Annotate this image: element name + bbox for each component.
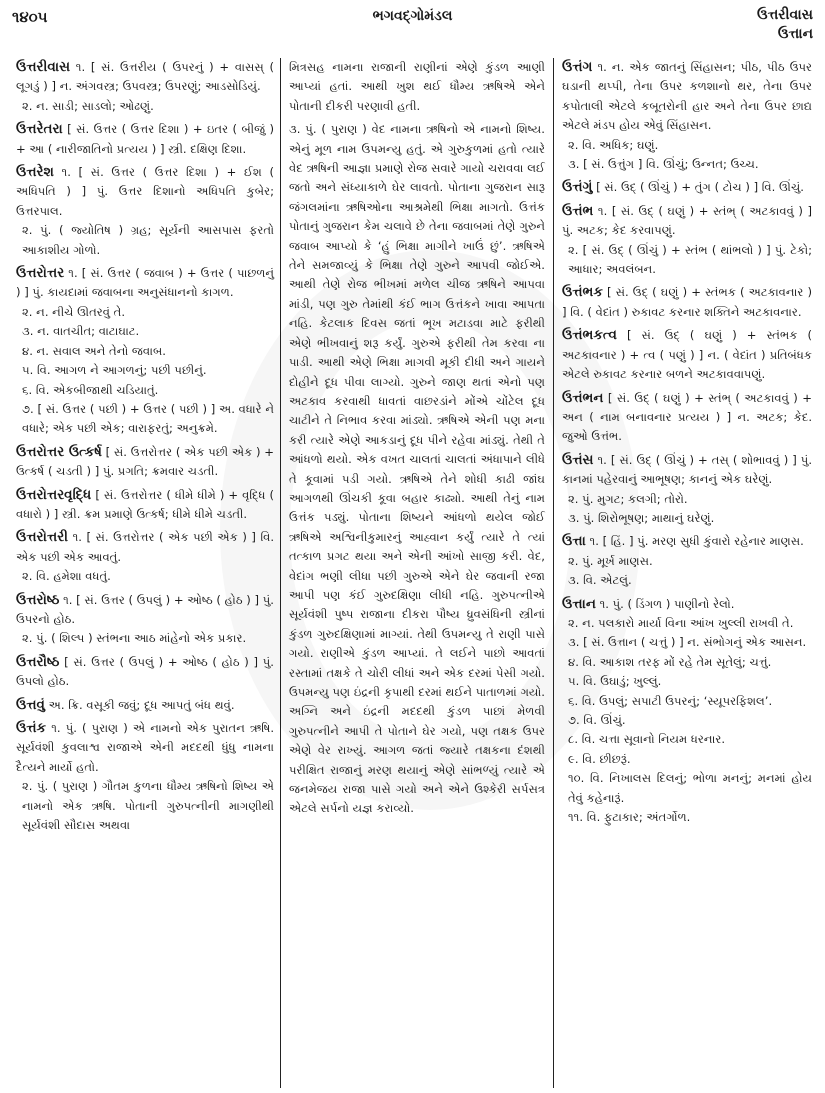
entry-definition: અ. ક્રિ. વસૂકી જવું; દૂધ આપતું બંધ થવું. <box>48 697 235 712</box>
entry-sense: ૨. [ સં. ઉદ્ ( ઊંચું ) + સ્તંભ ( થાંભલો ) ] પું. ટેકો; આધાર; અવલંબન. <box>568 242 812 277</box>
entry-headword: ઉત્તરોત્તર ઉત્કર્ષ <box>16 443 102 460</box>
column-middle <box>280 58 554 1088</box>
entry-continuation-paragraph: મિત્રસહ નામના રાજાની રાણીનાં એણે કુંડળ આણી આપ્યાં હતાં. આથી ખુશ થઈ ધૌમ્ય ઋષિએ એને પોતાની દીકરી પરણાવી હતી. <box>289 60 545 113</box>
entry-sense: ૫. વિ. આગળ ને આગળનું; પછી પછીનું. <box>22 363 207 378</box>
entry-definition: [ સં. ઉદ્ ( ઊંચું ) + તુંગ ( ટોચ ) ] વિ. ઊંચું. <box>596 180 804 195</box>
dictionary-columns <box>10 58 818 1088</box>
page-number: ૧૪૦૫ <box>12 8 48 26</box>
entry-sense: ૨. પું. ( શિલ્પ ) સ્તંભના આઠ માંહેનો એક પ્રકાર. <box>22 631 247 646</box>
column-left <box>10 58 280 1088</box>
entry-headword: ઉત્તરોષ્ઠ <box>16 591 60 608</box>
entry-definition: ૧. [ સં. ઉત્તર ( ઉત્તર દિશા ) + ઈશ ( અધિપતિ ) ] પું. ઉત્તર દિશાનો અધિપતિ કુબેર; ઉત્તરપાલ. <box>16 165 274 218</box>
entry-sense: ૯. વિ. છીછરૂં. <box>568 751 631 766</box>
entry-definition: ૧. [ સં. ઉત્તર ( ઉપલું ) + ઓષ્ઠ ( હોઠ ) ] પું. ઉપરનો હોઠ. <box>16 592 274 626</box>
entry-sense: ૩. [ સં. ઉત્તાન ( ચત્તું ) ] ન. સંભોગનું એક આસન. <box>568 635 807 650</box>
dictionary-entry <box>16 264 274 439</box>
entry-headword: ઉત્તંક <box>16 720 47 736</box>
entry-definition: ૧. [ સં. ઉત્તરોત્તર ( એક પછી એક ) ] વિ. એક પછી એક આવતું. <box>16 530 275 564</box>
entry-sense: ૧૦. વિ. નિખાલસ દિલનું; ભોળા મનનું; મનમાં હોય તેવું કહેનારૂં. <box>568 771 812 805</box>
entry-definition: ૧. પું. ( પુરાણ ) એ નામનો એક પુરાતન ઋષિ. સૂર્યવંશી કુવલાશ્વ રાજાએ એની મદદથી ધુંધુ નામના દૈત્યને માર્યો હતો. <box>16 721 275 774</box>
dictionary-entry <box>16 486 274 525</box>
entry-headword: ઉત્તરોત્તરવૃદ્ધિ <box>16 486 92 503</box>
entry-sense: ૮. વિ. ચત્તા સૂવાનો નિયમ ધરનાર. <box>568 732 726 747</box>
entry-headword: ઉત્તરૌષ્ઠ <box>16 653 60 670</box>
entry-headword: ઉત્તંભ <box>562 202 594 219</box>
dictionary-entry <box>16 696 274 715</box>
dictionary-entry <box>16 58 274 116</box>
entry-headword: ઉત્તંભકત્વ <box>562 327 617 344</box>
dictionary-entry <box>562 326 812 384</box>
dictionary-entry <box>562 451 812 529</box>
guide-word-first: ઉત્તરીવાસ <box>756 7 813 23</box>
dictionary-entry <box>16 528 274 586</box>
entry-headword: ઉત્તા <box>562 533 586 550</box>
entry-headword: ઉત્તાન <box>562 595 596 612</box>
entry-definition: ૧. [ સં. ઉત્તરીય ( ઉપરનું ) + વાસસ્ ( લૂગડું ) ] ન. અંગવસ્ત્ર; ઉપવસ્ત્ર; ઉપરણું; આડસોડિયું. <box>16 60 274 94</box>
dictionary-entry <box>562 283 812 322</box>
entry-definition: [ સં. ઉદ્ ( ઘણું ) + સ્તંભક ( અટકાવનાર ) ] વિ. ( વેદાંત ) રુકાવટ કરનાર શક્તિને અટકાવનાર. <box>562 285 813 319</box>
entry-sense: ૩. પું. શિરોભૂષણ; માથાનું ઘરેણું. <box>568 510 715 525</box>
entry-sense: ૫. વિ. ઉઘાડું; ખુલ્લું. <box>568 674 662 689</box>
guide-words <box>757 6 813 44</box>
dictionary-entry <box>16 591 274 649</box>
dictionary-entry <box>562 532 812 590</box>
entry-definition: ૧. ન. એક જાતનું સિંહાસન; પીઠ, પીઠ ઉપર ઘડાની થપ્પી, તેના ઉપર કળશાનો થર, તેના ઉપર કપોતાલી એટલે કબૂતરોની હાર અને તેના ઉપર છાદ્ય એટલે મંડપ હોય એવું સિંહાસન. <box>562 60 813 133</box>
entry-definition: [ સં. ઉદ્ ( ઘણું ) + સ્તંભ્ ( અટકાવવું ) + અન ( નામ બનાવનાર પ્રત્યય ) ] ન. અટક; કેદ. જુઓ ઉત્તંભ. <box>562 390 812 444</box>
book-title: ભગવદ્ગોમંડલ <box>372 8 453 24</box>
entry-headword: ઉત્તંભન <box>562 389 604 406</box>
entry-sense: ૪. વિ. આકાશ તરફ મોં રહે તેમ સૂતેલું; ચત્તું. <box>568 654 772 669</box>
entry-definition: [ સં. ઉત્તરોત્તર ( એક પછી એક ) + ઉત્કર્ષ ( ચડતી ) ] પું. પ્રગતિ; ક્રમવાર ચડતી. <box>16 444 275 479</box>
entry-headword: ઉત્તંગ <box>562 59 593 75</box>
dictionary-entry <box>562 178 812 197</box>
entry-sense: ૩. વિ. એટલું. <box>568 573 632 588</box>
entry-sense: ૨. પું. મૂર્ખ માણસ. <box>568 553 653 568</box>
entry-sense: ૨. વિ. અધિક; ઘણું. <box>568 137 659 152</box>
dictionary-entry <box>16 719 274 835</box>
entry-definition: ૧. [ સં. ઉદ્ ( ઊંચું ) + તસ્ ( શોભાવવું ) ] પું. કાનમાં પહેરવાનું આભૂષણ; કાનનું એક ઘરેણું. <box>562 452 813 487</box>
entry-definition: [ સં. ઉત્તરોત્તર ( ધીમે ધીમે ) + વૃદ્ધિ ( વધારો ) ] સ્ત્રી. ક્રમ પ્રમાણે ઉત્કર્ષ; ધીમે ધીમે ચડતી. <box>16 487 274 521</box>
entry-headword: ઉત્તવું <box>16 696 45 713</box>
entry-headword: ઉત્તરીવાસ <box>16 59 71 75</box>
entry-definition: [ સં. ઉત્તર ( ઉપલું ) + ઓષ્ઠ ( હોઠ ) ] પું. ઉપલો હોઠ. <box>16 654 274 689</box>
entry-sense: ૭. [ સં. ઉત્તર ( પછી ) + ઉત્તર ( પછી ) ] અ. વધારે ને વધારે; એક પછી એક; વારાફરતું; અનુક્રમે. <box>22 401 274 436</box>
dictionary-entry <box>16 443 274 482</box>
entry-sense: ૨. વિ. હમેશા વધતું. <box>22 569 111 584</box>
entry-headword: ઉત્તરેશ <box>16 164 54 181</box>
entry-definition: ૧. [ સં. ઉદ્ ( ઘણું ) + સ્તંભ્ ( અટકાવવું ) ] પું. અટક; કેદ કરવાપણું. <box>562 203 812 238</box>
entry-sense: ૨. ન. સાડી; સાડલો; ઓઢણું. <box>22 98 154 113</box>
entry-sense: ૪. ન. સવાલ અને તેનો જવાબ. <box>22 343 166 358</box>
page-header <box>0 0 825 52</box>
dictionary-entry <box>16 120 274 159</box>
entry-headword: ઉત્તંભક <box>562 284 603 301</box>
entry-sense: ૨. પું. મુગટ; કલગી; તોરો. <box>568 491 688 506</box>
entry-sense: ૧૧. વિ. ફુટાકાર; અંતર્ગોળ. <box>568 810 691 825</box>
dictionary-entry <box>562 595 812 828</box>
entry-sense: ૩. [ સં. ઉત્તુંગ ] વિ. ઊંચું; ઉન્નત; ઉચ્ચ. <box>568 157 759 172</box>
guide-word-last: ઉત્તાન <box>777 26 813 42</box>
dictionary-entry <box>562 58 812 174</box>
entry-headword: ઉત્તરેતરા <box>16 121 63 138</box>
entry-definition: ૧. પું. ( ડિંગળ ) પાણીનો રેલો. <box>599 596 735 611</box>
dictionary-entry <box>562 389 812 447</box>
entry-sense: ૭. વિ. ઊંચું. <box>568 713 626 727</box>
entry-sense: ૬. વિ. ઉપલું; સપાટી ઉપરનું; ‘સ્યૂપરફિશલ’. <box>568 693 773 708</box>
entry-headword: ઉત્તરોત્તરી <box>16 529 69 546</box>
entry-sense: ૨. પું. ( જ્યોતિષ ) ગ્રહ; સૂર્યની આસપાસ ફરતો આકાશીય ગોળો. <box>22 223 274 257</box>
entry-headword: ઉત્તંગું <box>562 179 593 196</box>
entry-definition: ૧. [ હિં. ] પું. મરણ સુધી કુંવારો રહેનાર માણસ. <box>589 534 804 549</box>
dictionary-entry <box>562 202 812 280</box>
entry-sense: ૬. વિ. એકબીજાથી ચડિયાતું. <box>22 382 159 397</box>
column-right <box>554 58 818 1088</box>
entry-headword: ઉત્તરોત્તર <box>16 265 65 282</box>
dictionary-entry <box>16 653 274 692</box>
entry-sense: ૨. ન. પલકારો માર્યા વિના આંખ ખુલ્લી રાખવી તે. <box>568 615 794 630</box>
entry-sense: ૨. પું. ( પુરાણ ) ગૌતમ કુળના ધૌમ્ય ઋષિનો શિષ્ય એ નામનો એક ઋષિ. પોતાની ગુરુપત્નીની માગણીથી સૂર્યવંશી સૌદાસ અથવા <box>22 779 274 833</box>
entry-sense: ૩. ન. વાતચીત; વાટાઘાટ. <box>22 324 140 339</box>
entry-headword: ઉત્તંસ <box>562 451 594 468</box>
entry-continuation-paragraph: ૩. પું. ( પુરાણ ) વેદ નામના ઋષિનો એ નામનો શિષ્ય. એનું મૂળ નામ ઉપમન્યુ હતું. એ ગુરુકુળમાં હતો ત્યારે વેદ ઋષિની આજ્ઞા પ્રમાણે રોજ સવારે ગાયો ચરાવવા લઈ જતો અને સંધ્યાકાળે ઘેર લાવતો. પોતાના ગુજરાન સારૂ જંગલમાંના ઋષિઓના આશ્રમેથી ભિક્ષા માગતો. ઉત્તંક પોતાનું ગુજરાન કેમ ચલાવે છે તેના જવાબમાં તેણે ગુરુને જવાબ આપ્યો કે ‘હું ભિક્ષા માગીને ખાઉં છું’. ઋષિએ તેને સમજાવ્યું કે ભિક્ષા તેણે ગુરુને આપવી જોઈએ. આથી તેણે રોજ ભીખમાં મળેલ ચીજ ઋષિને આપવા માંડી, પણ ગુરુ તેમાંથી કંઈ ભાગ ઉત્તંકને ખાવા આપતા નહિ. કેટલાક દિવસ જતાં ભૂખ મટાડવા માટે ફરીથી એણે ભીખવાનું શરૂ કર્યું. ગુરુએ ફરીથી તેમ કરવા ના પાડી. આથી એણે ભિક્ષા માગવી મૂકી દીધી અને ગાયને દોહીને દૂધ પીવા લાગ્યો. ગુરુને જાણ થતાં એનો પણ અટકાવ કરવાથી ધાવતાં વાછરડાંને મોંએ ચોંટેલ દૂધ ચાટીને તે નિભાવ કરવા માંડ્યો. ઋષિએ એની પણ મના કરી ત્યારે એણે આકડાનું દૂધ પીને રહેવા માંડ્યું. તેથી તે આંધળો થયો. એક વખત ચાલતાં ચાલતાં અંધાપાને લીધે તે કૂવામાં પડી ગયો. ઋષિએ તેને શોધી કાઢી જાંઘ આગળથી ઊંચકી કૂવા બહાર કાઢ્યો. આથી તેનું નામ ઉત્તંક પડ્યું. પોતાના શિષ્યને આંધળો થયેલ જોઈ ઋષિએ અશ્વિનીકુમારનું આહ્વાન કર્યું ત્યારે તે ત્યાં તત્કાળ પ્રગટ થયા અને એની આંખો સાજી કરી. વેદ, વેદાંગ ભણી લીધા પછી ગુરુએ એને ઘેર જવાની રજા આપી પણ કંઈ ગુરુદક્ષિણા લીધી નહિ. ગુરુપત્નીએ સૂર્યવંશી પુષ્પ રાજાના દીકરા પૌષ્ય ધ્રુવસંધિની સ્ત્રીનાં કુંડળ ગુરુદક્ષિણામાં માગ્યાં. તેથી ઉપમન્યુ તે રાણી પાસે ગયો. રાણીએ કુંડળ આપ્યાં. તે લઈને પાછો આવતાં રસ્તામાં તક્ષકે તે ચોરી લીધાં અને એક દરમાં પેસી ગયો. ઉપમન્યુ પણ ઇંદ્રની કૃપાથી દરમાં થઈને પાતાળમાં ગયો. અગ્નિ અને ઇંદ્રની મદદથી કુંડળ પાછાં મેળવી ગુરુપત્નીને આપી તે પોતાને ઘેર ગયો, પણ તક્ષક ઉપર એણે વેર રાખ્યું. આગળ જતાં જ્યારે તક્ષકના દંશથી પરીક્ષિત રાજાનું મરણ થયાનું એણે સાંભળ્યું ત્યારે એ જનમેજય રાજા પાસે ગયો અને એને ઉશ્કેરી સર્પસત્ર એટલે સર્પનો યજ્ઞ કરાવ્યો. <box>289 122 545 816</box>
entry-definition: ૧. [ સં. ઉત્તર ( જવાબ ) + ઉત્તર ( પાછળનું ) ] પું. કાયદામાં જવાબના અનુસંધાનનો કાગળ. <box>16 266 274 300</box>
entry-definition: [ સં. ઉત્તર ( ઉત્તર દિશા ) + ઇતર ( બીજું ) + આ ( નારીજાતિનો પ્રત્યય ) ] સ્ત્રી. દક્ષિણ દિશા. <box>16 122 274 156</box>
entry-sense: ૨. ન. નીચે ઊતરવું તે. <box>22 304 126 319</box>
dictionary-entry <box>16 163 274 260</box>
entry-definition: [ સં. ઉદ્ ( ઘણું ) + સ્તંભક ( અટકાવનાર ) + ત્વ ( પણું ) ] ન. ( વેદાંત ) પ્રતિબંધક એટલે રુકાવટ કરનાર બળને અટકાવવાપણું. <box>562 328 812 382</box>
